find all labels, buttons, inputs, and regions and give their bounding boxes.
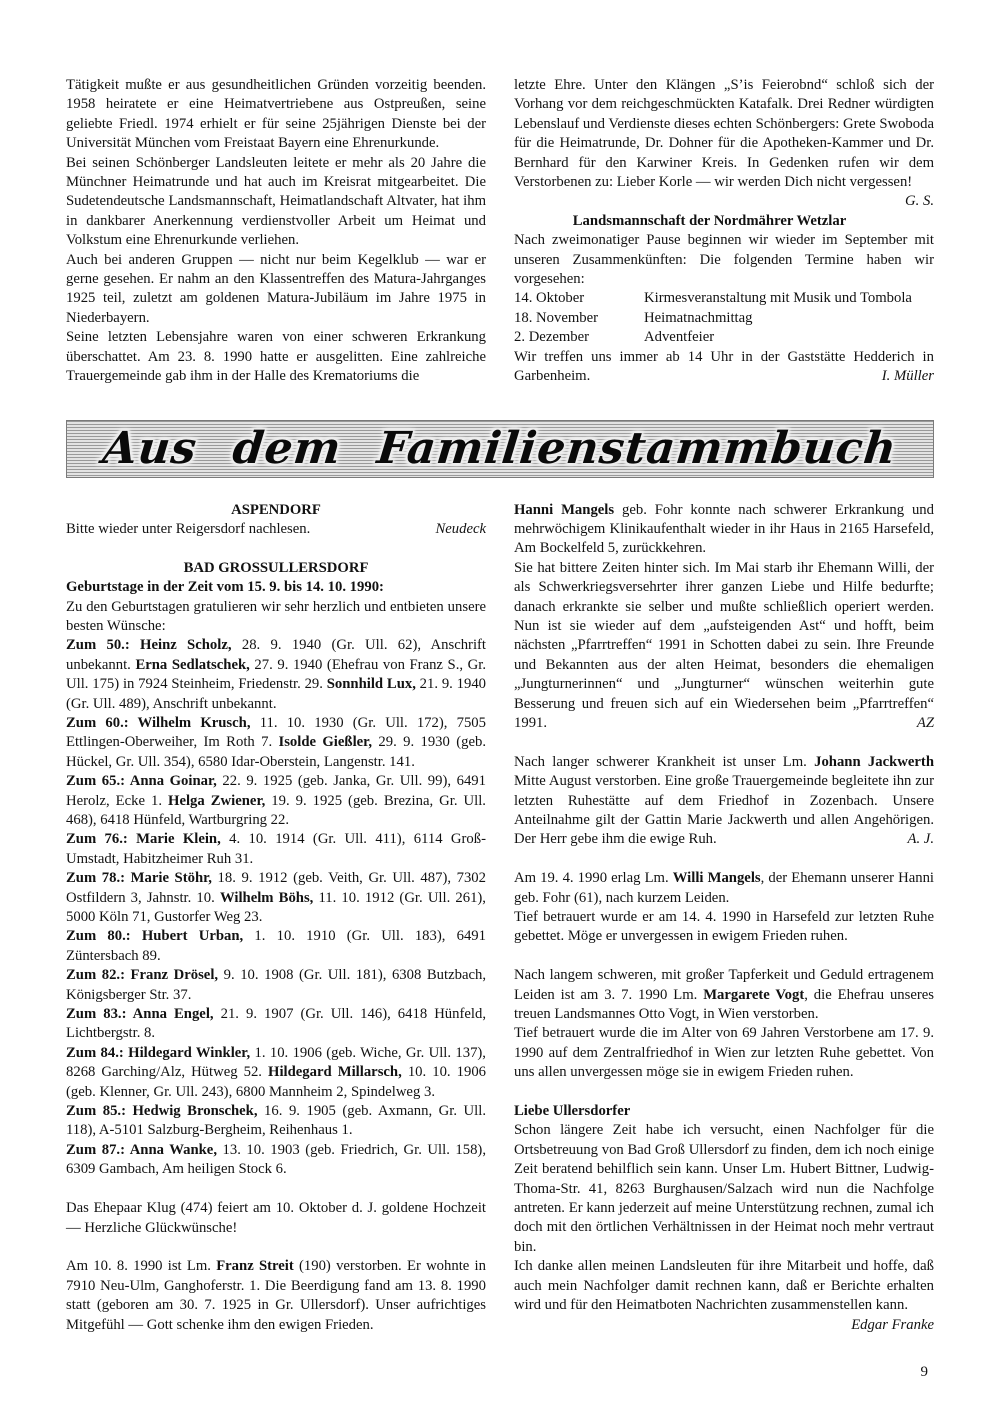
paragraph xyxy=(66,927,486,966)
text-run: Bitte wieder unter Reigersdorf nachlesen. xyxy=(66,520,311,537)
schedule-row xyxy=(514,309,934,328)
page-number: 9 xyxy=(920,1364,928,1380)
signature: AZ xyxy=(916,714,934,731)
paragraph xyxy=(514,231,934,289)
paragraph xyxy=(66,772,486,830)
section-heading xyxy=(66,501,486,520)
text-run: 1. 10. 1906 (geb. Wiche, Gr. Ull. 137), 8268 Garching/Alz, Hütweg 52. xyxy=(66,1044,486,1081)
text-run: Nach langer schwerer Krankheit ist unser Lm. xyxy=(514,753,815,770)
text-run: Am 10. 8. 1990 ist Lm. xyxy=(66,1258,217,1275)
paragraph xyxy=(66,1005,486,1044)
text-run: Zum 78.: Marie Stöhr, xyxy=(66,870,212,887)
text-run: Ich danke allen meinen Landsleuten für ihre Mitarbeit und hoffe, daß auch mein Nachfolger damit rechnen kann, daß er Berichte erhalten wird und für den Heimatboten Nachrichten zusammenstellen kann. xyxy=(514,1258,934,1314)
text-run: Isolde Gießler, xyxy=(278,734,373,751)
schedule-date: 18. November xyxy=(514,309,599,326)
text-run: Hanni Mangels xyxy=(514,501,615,518)
text-run: Landsmannschaft der Nordmährer Wetzlar xyxy=(572,212,847,229)
schedule-event: Heimatnachmittag xyxy=(644,309,753,326)
text-run: Tätigkeit mußte er aus gesundheitlichen Gründen vorzeitig beenden. 1958 heiratete er eine Heimatvertriebene aus Ostpreußen, seine geliebte Friedl. 1974 erhielt er für seine 25jährigen Dienste bei der Universität München vom Freistaat Bayern eine Ehrenurkunde. xyxy=(66,77,486,152)
paragraph xyxy=(66,830,486,869)
paragraph xyxy=(66,520,486,539)
paragraph xyxy=(514,1257,934,1333)
text-run: letzte Ehre. Unter den Klängen „S’is Feierobnd“ schloß sich der Vorhang vor dem reichgeschmückten Katafalk. Drei Redner würdigten Lebenslauf und Verdienste dieses echten Schönbergers: Grete Swoboda für die Heimatrunde, Dr. Dohner für die Apotheken-Kammer und Dr. Bernhard für den Karwiner Kreis. In Gedenken rufen wir dem Verstorbenen zu: Lieber Korle — wir werden Dich nicht vergessen! xyxy=(514,77,934,191)
text-run: Zum 82.: Franz Drösel, xyxy=(66,967,219,984)
paragraph xyxy=(66,578,486,597)
paragraph xyxy=(514,1121,934,1257)
schedule-date: 14. Oktober xyxy=(514,290,585,307)
top-section xyxy=(66,76,934,387)
bottom-left-column xyxy=(66,501,486,1335)
banner-title: Aus dem Familienstammbuch xyxy=(100,423,900,474)
bottom-right-column xyxy=(514,501,934,1335)
text-run: Zum 76.: Marie Klein, xyxy=(66,831,221,848)
text-run: Wilhelm Böhs, xyxy=(219,889,314,906)
text-run: Zum 84.: Hildegard Winkler, xyxy=(66,1044,251,1061)
text-run: Auch bei anderen Gruppen — nicht nur beim Kegelklub — war er gerne gesehen. Er nahm an den Klassentreffen des Matura-Jahrganges 1925 teil, zuletzt am goldenen Matura-Jubiläum im Jahre 1975 in Niederbayern. xyxy=(66,251,486,326)
text-run: Sie hat bittere Zeiten hinter sich. Im Mai starb ihr Ehemann Willi, der als Schwerkriegsversehrter ihrer ganzen Liebe und Hilfe bedurfte; danach erkrankte sie selber und mußte schließlich operiert werden. Nun ist sie wieder auf dem „aufsteigenden Ast“ und hofft, beim nächsten „Pfarrtreffen“ 1991 in Schotten dabei zu sein. Ihre Freunde und Bekannten aus der alten Heimat, besonders die ehemaligen „Jungturnerinnen“ und „Jungturner“ wünschen weiterhin gute Besserung und freuen sich auf ein Wiedersehen beim „Pfarrtreffen“ 1991. xyxy=(514,559,934,731)
text-run: Zu den Geburtstagen gratulieren wir sehr herzlich und entbieten unsere besten Wünsche: xyxy=(66,598,486,634)
schedule-row xyxy=(514,328,934,347)
text-run: Schon längere Zeit habe ich versucht, einen Nachfolger für die Ortsbetreuung von Bad Groß Ullersdorf zu finden, dem ich noch einige Zeit beratend behilflich sein kann. Unser Lm. Hubert Bittner, Ludwig-Thoma-Str. 41, 8263 Burghausen/Salzach wird nun die Nachfolge antreten. Er kann jederzeit auf meine Unterstützung rechnen, zumal ich doch mit den örtlichen Verhältnissen in der Heimat noch mehr vertraut bin. xyxy=(514,1122,934,1255)
text-run: 27. 9. 1940 (Ehefrau von Franz S., Gr. Ull. 175) in 7924 Steinheim, Friedenstr. 29. xyxy=(66,656,487,693)
text-run: Johann Jackwerth xyxy=(814,753,934,770)
paragraph xyxy=(66,1102,486,1141)
text-run: Mitte August verstorben. Eine große Trauergemeinde begleitete ihn zur letzten Ruhestätte auf dem Friedhof in Zozenbach. Unsere Anteilnahme gilt der Gattin Marie Jackwerth und allen Angehörigen. Der Herr gebe ihm die ewige Ruh. xyxy=(514,773,934,848)
text-run: , der Ehemann unserer Hanni geb. Fohr (61), nach kurzem Leiden. xyxy=(514,870,934,906)
text-run: 18. 9. 1912 (geb. Veith, Gr. Ull. 487), 7302 Ostfildern 3, Jahnstr. 10. xyxy=(66,870,486,906)
text-run: Bei seinen Schönberger Landsleuten leitete er mehr als 20 Jahre die Münchner Heimatrunde und hat auch im Kreisrat mitgearbeitet. Die Sudetendeutsche Landsmannschaft, Heimatlandschaft Altvater, hat ihm in dankbarer Anerkennung verdienstvoller Arbeit um Heimat und Volkstum eine Ehrenurkunde verliehen. xyxy=(66,154,486,249)
text-run: 21. 9. 1940 (Gr. Ull. 489), Anschrift unbekannt. xyxy=(66,676,487,712)
paragraph xyxy=(514,1024,934,1082)
bottom-section xyxy=(66,501,934,1335)
schedule-event: Kirmesveranstaltung mit Musik und Tombola xyxy=(644,290,912,307)
text-run: Tief betrauert wurde die im Alter von 69 Jahren Verstorbene am 17. 9. 1990 auf dem Zentralfriedhof in Wien zur letzten Ruhe gebettet. Von uns allen unvergessen möge sie in ewigem Frieden ruhen. xyxy=(514,1025,934,1081)
text-run: geb. Fohr konnte nach schwerer Erkrankung und mehrwöchigem Klinikaufenthalt wieder in ihr Haus in 2165 Harsefeld, Am Bockelfeld 5, zurückkehren. xyxy=(514,501,934,557)
signature: G. S. xyxy=(905,193,934,210)
text-run: 29. 9. 1930 (geb. Hückel, Gr. Ull. 354), 6580 Idar-Oberstein, Langenstr. 141. xyxy=(66,734,486,770)
text-run: Das Ehepaar Klug (474) feiert am 10. Oktober d. J. goldene Hochzeit — Herzliche Glückwünsche! xyxy=(66,1200,486,1236)
text-run: Sonnhild Lux, xyxy=(326,676,416,693)
paragraph xyxy=(66,869,486,927)
section-heading xyxy=(514,212,934,231)
paragraph xyxy=(66,636,486,714)
text-run: Franz Streit xyxy=(216,1258,294,1275)
top-left-column xyxy=(66,76,486,387)
paragraph xyxy=(514,348,934,387)
text-run: Zum 60.: Wilhelm Krusch, xyxy=(66,714,251,731)
schedule-row xyxy=(514,289,934,308)
paragraph xyxy=(514,501,934,559)
text-run: Nach langem schweren, mit großer Tapferkeit und Geduld ertragenem Leiden ist am 3. 7. 1990 Lm. xyxy=(514,967,934,1003)
paragraph xyxy=(514,966,934,1024)
paragraph xyxy=(66,598,486,637)
paragraph xyxy=(514,559,934,734)
paragraph xyxy=(66,154,486,251)
text-run: Hildegard Millarsch, xyxy=(268,1064,402,1081)
text-run: Zum 85.: Hedwig Bronschek, xyxy=(66,1103,258,1120)
text-run: 19. 9. 1925 (geb. Brezina, Gr. Ull. 468), 6418 Hünfeld, Wartburgring 22. xyxy=(66,792,486,828)
text-run: Nach zweimonatiger Pause beginnen wir wieder im September mit unseren Zusammenkünften: Die folgenden Termine haben wir vorgesehen: xyxy=(514,232,934,288)
text-run: Liebe Ullersdorfer xyxy=(514,1103,631,1120)
schedule-event: Adventfeier xyxy=(644,329,715,346)
text-run: Erna Sedlatschek, xyxy=(135,656,250,673)
text-run: Tief betrauert wurde er am 14. 4. 1990 in Harsefeld zur letzten Ruhe gebettet. Möge er unvergessen in ewigem Frieden ruhen. xyxy=(514,909,934,945)
text-run: Am 19. 4. 1990 erlag Lm. xyxy=(514,870,673,887)
text-run: Zum 83.: Anna Engel, xyxy=(66,1006,214,1023)
text-run: 21. 9. 1907 (Gr. Ull. 146), 6418 Hünfeld, Lichtbergstr. 8. xyxy=(66,1006,486,1042)
text-run: Geburtstage in der Zeit vom 15. 9. bis 14. 10. 1990: xyxy=(66,579,384,596)
signature: I. Müller xyxy=(881,368,934,385)
text-run: Zum 50.: Heinz Scholz, xyxy=(66,637,232,654)
text-run: Margarete Vogt xyxy=(703,986,805,1003)
text-run: 10. 10. 1906 (geb. Klenner, Gr. Ull. 243), 6800 Mannheim 2, Spindelweg 3. xyxy=(66,1064,487,1100)
paragraph xyxy=(66,1141,486,1180)
text-run: 4. 10. 1914 (Gr. Ull. 411), 6114 Groß-Umstadt, Habitzheimer Ruh 31. xyxy=(66,831,486,867)
paragraph xyxy=(66,1199,486,1238)
schedule-date: 2. Dezember xyxy=(514,329,590,346)
paragraph xyxy=(66,76,486,154)
section-heading xyxy=(66,559,486,578)
top-right-column xyxy=(514,76,934,387)
text-run: BAD GROSSULLERSDORF xyxy=(183,559,369,576)
text-run: 13. 10. 1903 (geb. Friedrich, Gr. Ull. 158), 6309 Gambach, Am heiligen Stock 6. xyxy=(66,1141,486,1178)
text-run: Helga Zwiener, xyxy=(168,792,266,809)
text-run: 22. 9. 1925 (geb. Janka, Gr. Ull. 99), 6491 Herolz, Ecke 1. xyxy=(66,773,486,809)
text-run: 16. 9. 1905 (geb. Axmann, Gr. Ull. 118), A-5101 Salzburg-Bergheim, Reihenhaus 1. xyxy=(66,1103,486,1139)
paragraph xyxy=(514,908,934,947)
paragraph xyxy=(66,1257,486,1335)
text-run: Wir treffen uns immer ab 14 Uhr in der Gaststätte Hedderich in Garbenheim. xyxy=(514,348,934,385)
text-run: Willi Mangels xyxy=(672,870,761,887)
paragraph xyxy=(514,753,934,850)
text-run: 11. 10. 1912 (Gr. Ull. 261), 5000 Köln 71, Gustorfer Weg 23. xyxy=(66,889,486,926)
section-heading xyxy=(514,1102,934,1121)
family-register-banner xyxy=(66,420,934,478)
paragraph xyxy=(66,328,486,386)
paragraph xyxy=(66,966,486,1005)
text-run: 9. 10. 1908 (Gr. Ull. 181), 6308 Butzbach, Königsberger Str. 37. xyxy=(66,967,486,1003)
text-run: Seine letzten Lebensjahre waren von einer schweren Erkrankung überschattet. Am 23. 8. 1990 hatte er ausgelitten. Eine zahlreiche Trauergemeinde gab ihm in der Halle des Krematoriums die xyxy=(66,329,486,385)
text-run: Zum 87.: Anna Wanke, xyxy=(66,1141,217,1158)
text-run: (190) verstorben. Er wohnte in 7910 Neu-Ulm, Ganghoferstr. 1. Die Beerdigung fand am 13. 8. 1990 statt (geboren am 30. 7. 1925 in Gr. Ullersdorf). Unser aufrichtiges Mitgefühl — Gott schenke ihm den ewigen Frieden. xyxy=(66,1258,486,1333)
text-run: 1. 10. 1910 (Gr. Ull. 183), 6491 Züntersbach 89. xyxy=(66,928,486,964)
text-run: Zum 80.: Hubert Urban, xyxy=(66,928,244,945)
text-run: 11. 10. 1930 (Gr. Ull. 172), 7505 Ettlingen-Oberweiher, Im Roth 7. xyxy=(66,714,486,751)
signature: Neudeck xyxy=(435,520,486,537)
paragraph xyxy=(66,251,486,329)
paragraph xyxy=(514,869,934,908)
meeting-schedule xyxy=(514,289,934,347)
paragraph xyxy=(514,76,934,210)
text-run: , die Ehefrau unseres treuen Landsmannes Otto Vogt, in Wien verstorben. xyxy=(514,986,934,1023)
signature: Edgar Franke xyxy=(851,1316,934,1333)
paragraph xyxy=(66,1044,486,1102)
signature: A. J. xyxy=(907,831,934,848)
text-run: ASPENDORF xyxy=(231,501,321,518)
text-run: Zum 65.: Anna Goinar, xyxy=(66,773,217,790)
paragraph xyxy=(66,714,486,772)
text-run: 28. 9. 1940 (Gr. Ull. 62), Anschrift unbekannt. xyxy=(66,637,486,673)
